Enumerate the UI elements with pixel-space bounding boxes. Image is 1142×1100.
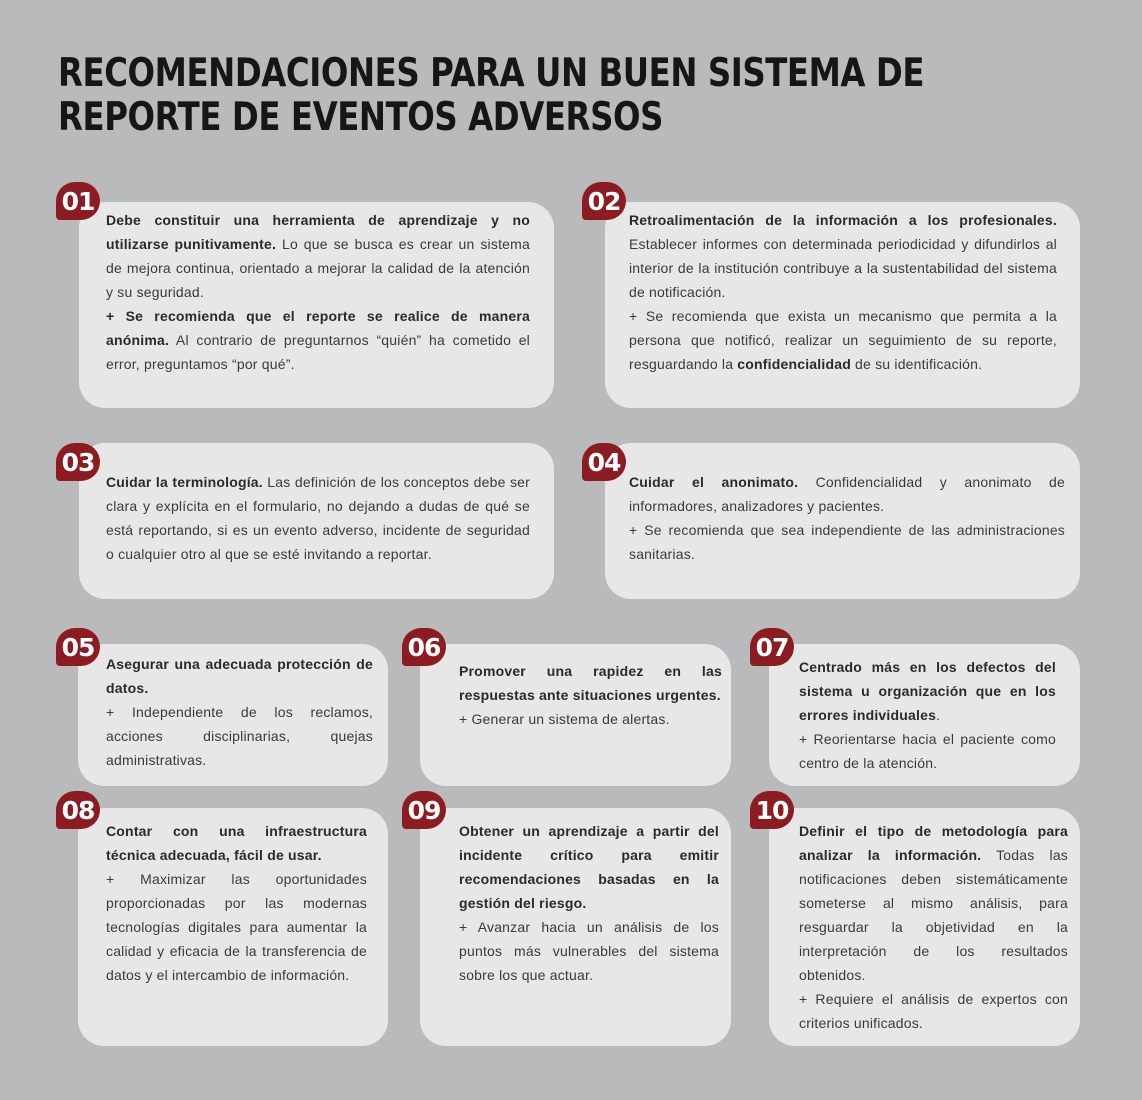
page-title	[58, 51, 925, 140]
card-paragraph	[106, 819, 367, 867]
card-paragraph	[799, 987, 1068, 1035]
paragraph-emphasis: Cuidar el anonimato.	[629, 474, 799, 490]
paragraph-emphasis: confidencialidad	[737, 356, 851, 372]
paragraph-emphasis: Definir el tipo de metodología para analizar la información.	[799, 823, 1068, 863]
number-badge-02: 02	[582, 182, 626, 220]
number-badge-06: 06	[402, 628, 446, 666]
card-paragraph	[799, 655, 1056, 727]
card-paragraph	[106, 208, 530, 304]
paragraph-text: Establecer informes con determinada periodicidad y difundirlos al interior de la institución contribuye a la sustentabilidad del sistema de notificación.	[629, 236, 1057, 300]
paragraph-text: + Maximizar las oportunidades proporcionadas por las modernas tecnologías digitales para aumentar la calidad y eficacia de la transferencia de datos y el intercambio de información.	[106, 871, 367, 983]
card-paragraph	[106, 700, 373, 772]
card-paragraph	[106, 867, 367, 987]
paragraph-text: Al contrario de preguntarnos “quién” ha cometido el error, preguntamos “por qué”.	[106, 332, 530, 372]
paragraph-text: + Requiere el análisis de expertos con criterios unificados.	[799, 991, 1068, 1031]
paragraph-text: Las definición de los conceptos debe ser clara y explícita en el formulario, no dejando a dudas de qué se está reportando, si es un evento adverso, incidente de seguridad o cualquier otro al que se esté invitando a reportar.	[106, 474, 530, 562]
card-paragraph	[106, 304, 530, 376]
page-title-line-2: REPORTE DE EVENTOS ADVERSOS	[58, 95, 663, 140]
card-paragraph	[799, 727, 1056, 775]
number-badge-01: 01	[56, 182, 100, 220]
card-text-02	[629, 208, 1057, 376]
card-text-05	[106, 652, 373, 772]
paragraph-text: Confidencialidad y anonimato de informadores, analizadores y pacientes.	[629, 474, 1065, 514]
paragraph-text: .	[936, 707, 941, 723]
card-text-01	[106, 208, 530, 376]
card-paragraph	[459, 819, 719, 915]
paragraph-text: + Reorientarse hacia el paciente como centro de la atención.	[799, 731, 1056, 771]
paragraph-emphasis: Centrado más en los defectos del sistema u organización que en los errores individuales	[799, 659, 1056, 723]
paragraph-text: + Generar un sistema de alertas.	[459, 711, 670, 727]
card-text-09	[459, 819, 719, 987]
number-badge-07: 07	[750, 628, 794, 666]
paragraph-emphasis: Retroalimentación de la información a los profesionales.	[629, 212, 1057, 228]
paragraph-text: + Independiente de los reclamos, acciones disciplinarias, quejas administrativas.	[106, 704, 373, 768]
card-paragraph	[459, 707, 722, 731]
card-paragraph	[106, 470, 530, 566]
paragraph-emphasis: Cuidar la terminología.	[106, 474, 263, 490]
card-text-04	[629, 470, 1065, 566]
number-badge-08: 08	[56, 791, 100, 829]
paragraph-emphasis: Debe constituir una herramienta de aprendizaje y no utilizarse punitivamente.	[106, 212, 530, 252]
paragraph-text: + Se recomienda que sea independiente de las administraciones sanitarias.	[629, 522, 1065, 562]
paragraph-emphasis: Contar con una infraestructura técnica adecuada, fácil de usar.	[106, 823, 367, 863]
paragraph-emphasis: + Se recomienda que el reporte se realice de manera anónima.	[106, 308, 530, 348]
card-paragraph	[629, 304, 1057, 376]
card-text-07	[799, 655, 1056, 775]
card-paragraph	[629, 208, 1057, 304]
card-paragraph	[629, 518, 1065, 566]
number-badge-04: 04	[582, 443, 626, 481]
paragraph-text: + Avanzar hacia un análisis de los puntos más vulnerables del sistema sobre los que actuar.	[459, 919, 719, 983]
paragraph-text: + Se recomienda que exista un mecanismo que permita a la persona que notificó, realizar un seguimiento de su reporte, resguardando la	[629, 308, 1057, 372]
card-paragraph	[459, 915, 719, 987]
number-badge-09: 09	[402, 791, 446, 829]
paragraph-text: Lo que se busca es crear un sistema de mejora continua, orientado a mejorar la calidad de la atención y su seguridad.	[106, 236, 530, 300]
card-text-03	[106, 470, 530, 566]
card-text-08	[106, 819, 367, 987]
number-badge-05: 05	[56, 628, 100, 666]
page-title-line-1: RECOMENDACIONES PARA UN BUEN SISTEMA DE	[58, 51, 925, 96]
paragraph-emphasis: Asegurar una adecuada protección de datos.	[106, 656, 373, 696]
number-badge-10: 10	[750, 791, 794, 829]
paragraph-text: Todas las notificaciones deben sistemáticamente someterse al mismo análisis, para resguardar la objetividad en la interpretación de los resultados obtenidos.	[799, 847, 1068, 983]
paragraph-emphasis: Promover una rapidez en las respuestas ante situaciones urgentes.	[459, 663, 722, 703]
number-badge-03: 03	[56, 443, 100, 481]
paragraph-text: de su identificación.	[850, 356, 983, 372]
card-paragraph	[459, 659, 722, 707]
card-paragraph	[106, 652, 373, 700]
card-paragraph	[629, 470, 1065, 518]
card-text-10	[799, 819, 1068, 1035]
card-paragraph	[799, 819, 1068, 987]
card-text-06	[459, 659, 722, 731]
paragraph-emphasis: Obtener un aprendizaje a partir del incidente crítico para emitir recomendaciones basadas en la gestión del riesgo.	[459, 823, 719, 911]
